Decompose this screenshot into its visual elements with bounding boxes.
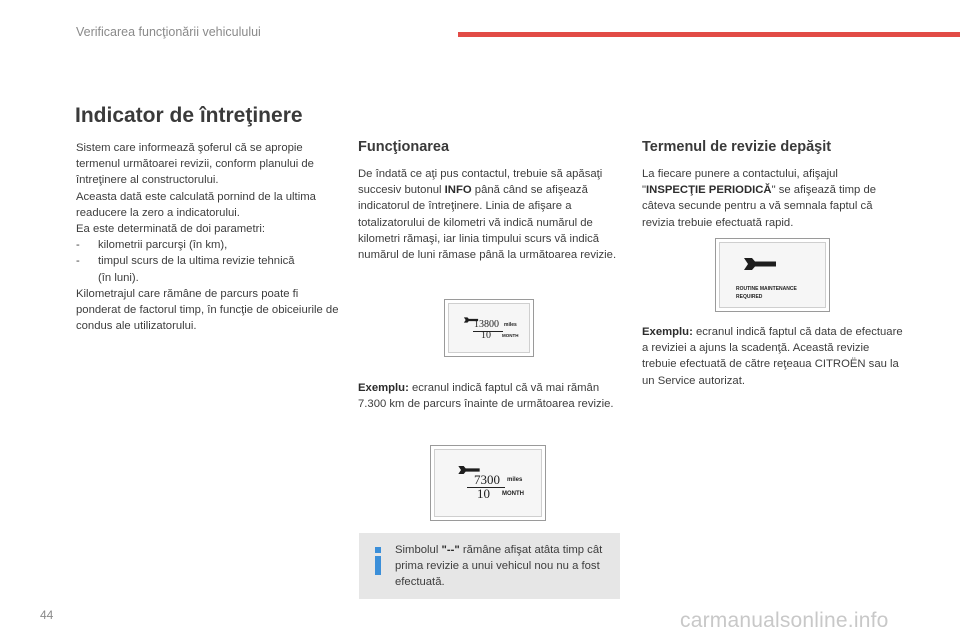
intro-section xyxy=(76,140,341,334)
page-number: 44 xyxy=(40,608,54,622)
intro-paragraph-4: Kilometrajul care rămâne de parcurs poate fi ponderat de factorul timp, în funcţie de obiceiurile de condus ale utilizatorului. xyxy=(76,287,339,333)
example-paragraph-1 xyxy=(358,380,620,412)
maintenance-message-line-2: REQUIRED xyxy=(736,294,763,300)
info-symbol: "--" xyxy=(441,544,460,556)
termen-text-1: La fiecare punere a contactului, afişajul " xyxy=(642,168,838,197)
info-note-box xyxy=(359,533,620,599)
chapter-title: Verificarea funcţionării vehiculului xyxy=(76,25,261,39)
termen-text-2: " se afişează timp de câteva secunde pentru a vă semnala faptul că revizia trebuie efectuată rapid. xyxy=(642,184,877,229)
wrench-icon xyxy=(742,255,778,273)
info-text-1: Simbolul xyxy=(395,544,442,556)
functionare-text-2: până când se afişează indicatorul de întreţinere. Linia de afişare a totalizatorului de kilometri vă indică numărul de kilometri rămaşi, iar linia timpului scurs vă indică numărul de luni rămase până la următoarea revizie. xyxy=(358,184,617,262)
termen-paragraph xyxy=(642,166,904,231)
header-accent-bar xyxy=(458,32,960,37)
maintenance-required-display xyxy=(715,238,830,312)
section-heading-functionare: Funcţionarea xyxy=(358,139,450,155)
maintenance-display-example-2 xyxy=(430,445,546,521)
info-note-text xyxy=(395,542,617,591)
distance-value: 7300 xyxy=(474,472,500,487)
list-item xyxy=(76,253,341,269)
distance-unit: miles xyxy=(507,477,523,483)
info-icon xyxy=(371,547,385,575)
page-title: Indicator de întreţinere xyxy=(75,104,303,127)
months-value: 10 xyxy=(477,486,490,501)
info-text-2: rămâne afişat atâta timp cât prima revizie a unui vehicul nou nu a fost efectuată. xyxy=(395,544,603,589)
months-unit: MONTH xyxy=(502,491,524,497)
maintenance-message-line-1: ROUTINE MAINTENANCE xyxy=(736,286,797,292)
months-unit: MONTH xyxy=(502,333,519,338)
intro-paragraph-3: Ea este determinată de doi parametri: xyxy=(76,223,266,236)
distance-unit: miles xyxy=(504,322,517,328)
intro-paragraph-1: Sistem care informează şoferul că se apropie termenul următoarei revizii, conform planului de întreţinere al constructorului. xyxy=(76,142,314,187)
maintenance-display-example-1 xyxy=(444,299,534,357)
intro-paragraph-2: Aceasta dată este calculată pornind de la ultima readucere la zero a indicatorului. xyxy=(76,190,316,219)
inspection-label: INSPECŢIE PERIODICĂ xyxy=(646,184,772,197)
list-item-continuation: (în luni). xyxy=(98,271,139,284)
functionare-paragraph xyxy=(358,166,620,263)
watermark: carmanualsonline.info xyxy=(680,609,889,632)
list-item xyxy=(76,237,341,253)
example-label: Exemplu: xyxy=(642,326,693,338)
example-text: ecranul indică faptul că data de efectuare a reviziei a ajuns la scadenţă. Această revizie trebuie efectuată de către reţeaua CITROËN sau la un Service autorizat. xyxy=(642,326,903,387)
example-text: ecranul indică faptul că vă mai rămân 7.300 km de parcurs înainte de următoarea revizie. xyxy=(358,382,614,411)
section-heading-termen: Termenul de revizie depăşit xyxy=(642,139,832,155)
example-paragraph-2 xyxy=(642,324,904,389)
functionare-text-1: De îndată ce aţi pus contactul, trebuie să apăsaţi succesiv butonul xyxy=(358,168,603,197)
info-button-label: INFO xyxy=(444,184,472,197)
list-dash: - xyxy=(76,255,80,268)
distance-value: 13800 xyxy=(474,319,499,330)
list-item-text: timpul scurs de la ultima revizie tehnică xyxy=(98,255,295,268)
months-value: 10 xyxy=(481,330,491,341)
list-dash: - xyxy=(76,239,80,252)
example-label: Exemplu: xyxy=(358,382,409,394)
list-item-text: kilometrii parcurşi (în km), xyxy=(98,239,228,252)
